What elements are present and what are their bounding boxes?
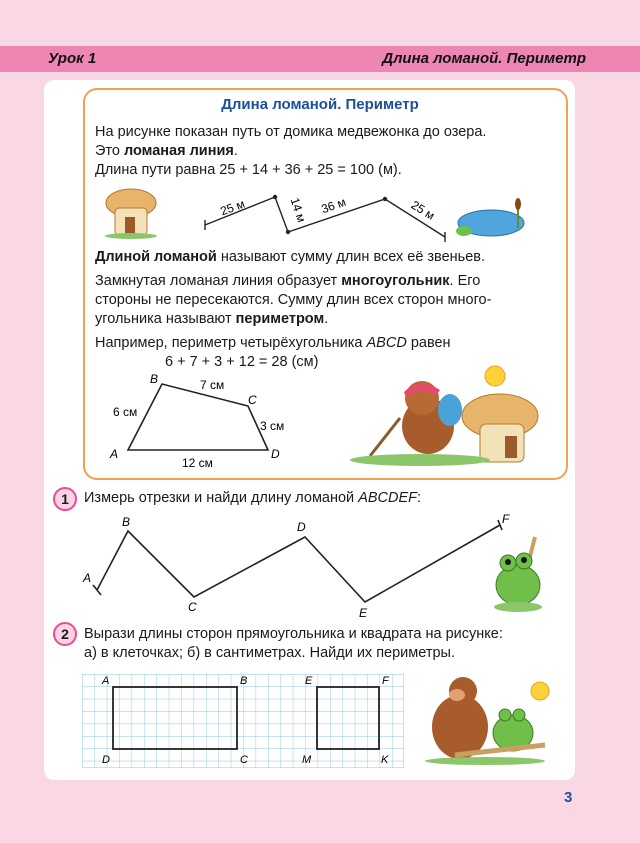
path-label: 25 м xyxy=(218,196,247,219)
path-label: 14 м xyxy=(287,195,309,224)
frog-illustration xyxy=(490,535,552,613)
perimeter-formula: 6 + 7 + 3 + 12 = 28 (см) xyxy=(165,354,319,370)
task1-polyline-diagram xyxy=(80,510,520,620)
rule-title: Длина ломаной. Периметр xyxy=(221,96,419,113)
rule-text-line: Длина пути равна 25 + 14 + 36 + 25 = 100 (м). xyxy=(95,162,402,178)
rect-label: D xyxy=(102,754,110,766)
square-label: F xyxy=(382,675,389,687)
square-label: E xyxy=(305,675,313,687)
vertex-label: D xyxy=(271,447,280,461)
house-illustration xyxy=(103,188,158,240)
rule-text-line: Например, периметр четырёхугольника ABCD равен xyxy=(95,335,451,351)
page-number: 3 xyxy=(564,789,573,806)
task1-text: Измерь отрезки и найди длину ломаной ABCDEF: xyxy=(84,490,422,506)
square-label: K xyxy=(381,754,389,766)
square-label: M xyxy=(302,754,312,766)
quadrilateral-shape xyxy=(128,384,268,450)
broken-line-abcdef xyxy=(97,525,500,602)
task2-text-line: а) в клеточках; б) в сантиметрах. Найди их периметры. xyxy=(84,645,455,661)
point-label: F xyxy=(502,512,510,526)
lesson-topic: Длина ломаной. Периметр xyxy=(382,50,586,67)
rect-label: C xyxy=(240,754,248,766)
vertex-label: C xyxy=(248,393,257,407)
rect-label: B xyxy=(240,675,248,687)
rule-text-line: стороны не пересекаются. Сумму длин всех сторон много- xyxy=(95,292,492,308)
bear-house-illustration xyxy=(340,358,560,470)
task-number-2: 2 xyxy=(53,622,77,646)
point-label: D xyxy=(297,520,306,534)
side-label: 12 см xyxy=(182,456,213,470)
point-label: E xyxy=(359,606,368,620)
side-label: 7 см xyxy=(200,378,225,392)
rect-label: A xyxy=(102,675,110,687)
path-diagram xyxy=(200,185,455,245)
lesson-label: Урок 1 xyxy=(48,50,97,67)
definition-line: Длиной ломаной называют сумму длин всех её звеньев. xyxy=(95,249,486,265)
quadrilateral-abcd xyxy=(100,368,300,473)
task2-text-line: Вырази длины сторон прямоугольника и квадрата на рисунке: xyxy=(84,626,503,642)
bear-frog-illustration xyxy=(415,675,555,765)
rule-text-line: На рисунке показан путь от домика медвежонка до озера. xyxy=(95,124,487,140)
rule-text-line: Замкнутая ломаная линия образует многоугольник. Его xyxy=(95,273,481,289)
point-label: A xyxy=(83,571,92,585)
vertex-label: B xyxy=(150,372,159,386)
point-label: B xyxy=(122,515,131,529)
path-label: 36 м xyxy=(319,194,348,217)
grid-diagram xyxy=(82,674,404,768)
lake-illustration xyxy=(456,198,531,242)
side-label: 3 см xyxy=(260,419,285,433)
rule-text-line: угольника называют периметром. xyxy=(95,311,329,327)
task-number-1: 1 xyxy=(53,487,77,511)
rule-text-line: Это ломаная линия. xyxy=(95,143,238,159)
path-label: 25 м xyxy=(408,197,438,223)
point-label: C xyxy=(188,600,197,614)
side-label: 6 см xyxy=(113,405,138,419)
vertex-label: A xyxy=(110,447,119,461)
